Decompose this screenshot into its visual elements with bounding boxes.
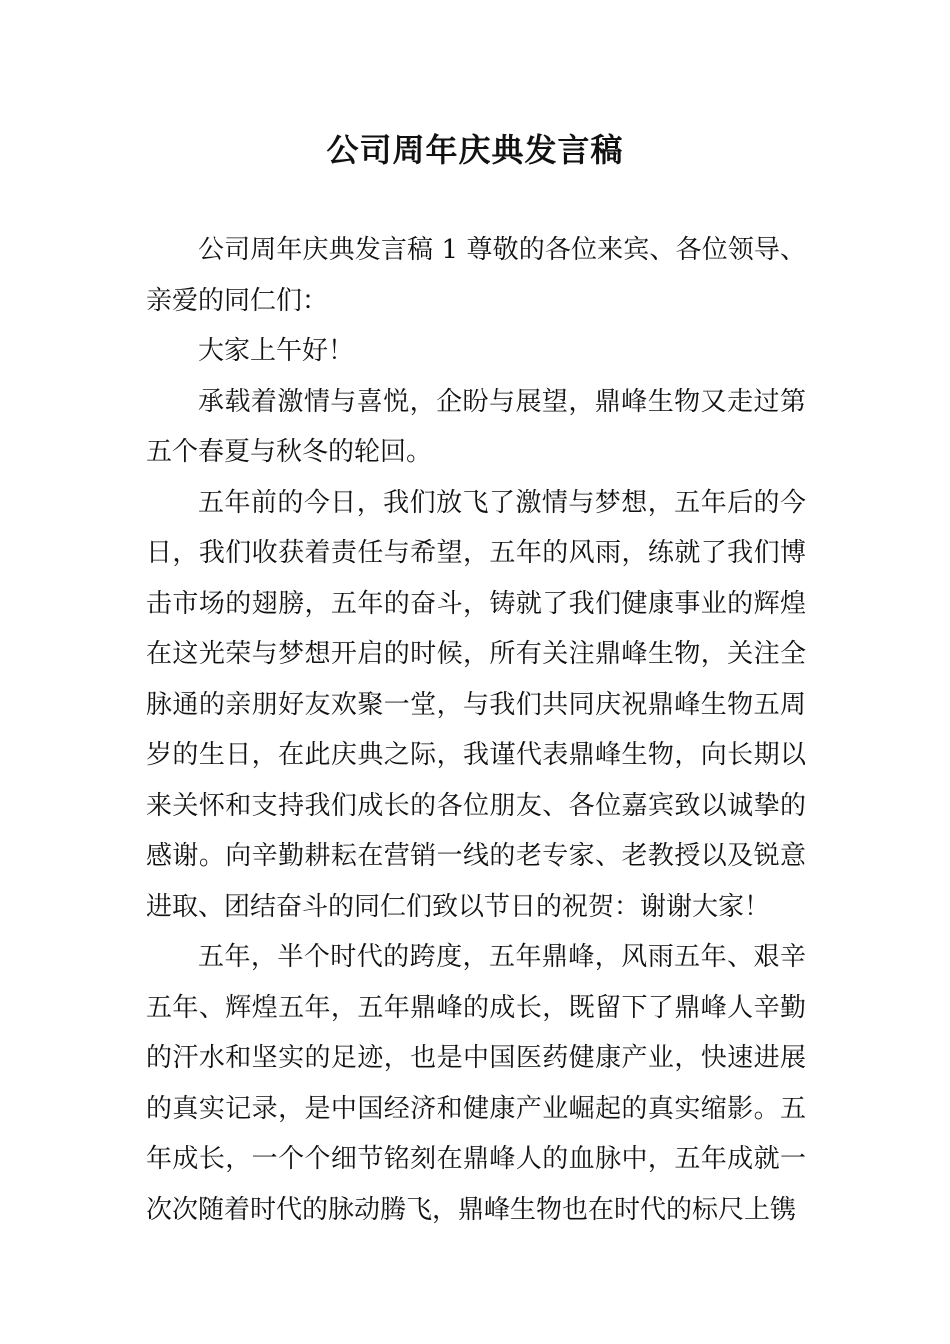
document-body: [146, 225, 806, 1235]
paragraph: 承载着激情与喜悦，企盼与展望，鼎峰生物又走过第五个春夏与秋冬的轮回。: [146, 386, 806, 467]
paragraph: 公司周年庆典发言稿 1 尊敬的各位来宾、各位领导、亲爱的同仁们：: [146, 235, 806, 316]
document-title: 公司周年庆典发言稿: [326, 131, 624, 169]
paragraph: 大家上午好！: [198, 336, 355, 366]
paragraph: 五年前的今日，我们放飞了激情与梦想，五年后的今日，我们收获着责任与希望，五年的风雨，练就了我们博击市场的翅膀，五年的奋斗，铸就了我们健康事业的辉煌在这光荣与梦想开启的时候，所有关注鼎峰生物，关注全脉通的亲朋好友欢聚一堂，与我们共同庆祝鼎峰生物五周岁的生日，在此庆典之际，我谨代表鼎峰生物，向长期以来关怀和支持我们成长的各位朋友、各位嘉宾致以诚挚的感谢。向辛勤耕耘在营销一线的老专家、老教授以及锐意进取、团结奋斗的同仁们致以节日的祝贺：谢谢大家！: [146, 487, 806, 922]
paragraph: 五年，半个时代的跨度，五年鼎峰，风雨五年、艰辛五年、辉煌五年，五年鼎峰的成长，既留下了鼎峰人辛勤的汗水和坚实的足迹，也是中国医药健康产业，快速进展的真实记录，是中国经济和健康产业崛起的真实缩影。五年成长，一个个细节铭刻在鼎峰人的血脉中，五年成就一次次随着时代的脉动腾飞，鼎峰生物也在时代的标尺上镌: [146, 942, 806, 1225]
